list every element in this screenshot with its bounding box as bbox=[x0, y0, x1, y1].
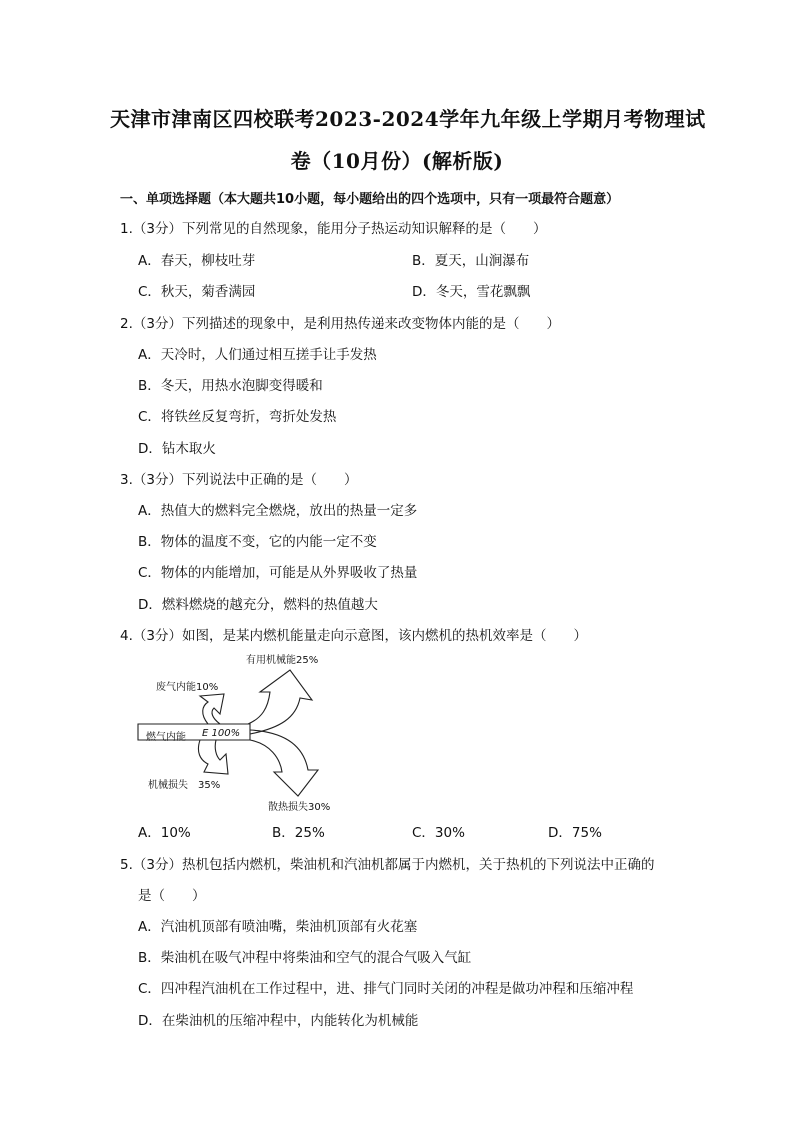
label-fuel-energy-value: E 100% bbox=[202, 728, 241, 739]
question-1-option-d: D．冬天，雪花飘飘 bbox=[412, 284, 531, 300]
exam-title-line-1: 天津市津南区四校联考2023-2024学年九年级上学期月考物理试 bbox=[110, 107, 706, 131]
question-1-stem: 1.（3分）下列常见的自然现象，能用分子热运动知识解释的是（ ） bbox=[120, 221, 547, 237]
label-useful-energy: 有用机械能25% bbox=[246, 655, 319, 666]
question-2-stem: 2.（3分）下列描述的现象中，是利用热传递来改变物体内能的是（ ） bbox=[120, 316, 560, 332]
question-4-option-a: A．10% bbox=[138, 825, 191, 841]
section-heading: 一、单项选择题（本大题共10小题，每小题给出的四个选项中，只有一项最符合题意） bbox=[120, 192, 620, 207]
question-4-option-d: D．75% bbox=[548, 825, 602, 841]
question-5-stem-line-2: 是（ ） bbox=[138, 888, 206, 904]
question-4-stem: 4.（3分）如图，是某内燃机能量走向示意图，该内燃机的热机效率是（ ） bbox=[120, 628, 587, 644]
question-4-option-b: B．25% bbox=[272, 825, 325, 841]
question-2-option-b: B．冬天，用热水泡脚变得暖和 bbox=[138, 378, 323, 394]
question-2-option-c: C．将铁丝反复弯折，弯折处发热 bbox=[138, 409, 337, 425]
question-5-option-d: D．在柴油机的压缩冲程中，内能转化为机械能 bbox=[138, 1013, 419, 1029]
question-5-option-a: A．汽油机顶部有喷油嘴，柴油机顶部有火花塞 bbox=[138, 919, 418, 935]
question-1-option-c: C．秋天，菊香满园 bbox=[138, 284, 256, 300]
label-fuel-energy: 燃气内能 bbox=[146, 732, 186, 743]
question-3-option-a: A．热值大的燃料完全燃烧，放出的热量一定多 bbox=[138, 503, 418, 519]
question-2-option-a: A．天冷时，人们通过相互搓手让手发热 bbox=[138, 347, 377, 363]
question-3-option-b: B．物体的温度不变，它的内能一定不变 bbox=[138, 534, 377, 550]
question-3-option-c: C．物体的内能增加，可能是从外界吸收了热量 bbox=[138, 565, 418, 581]
question-5-option-b: B．柴油机在吸气冲程中将柴油和空气的混合气吸入气缸 bbox=[138, 950, 472, 966]
label-mechanical-loss: 机械损失 35% bbox=[148, 780, 221, 791]
question-2-option-d: D．钻木取火 bbox=[138, 441, 216, 457]
label-exhaust-energy: 废气内能10% bbox=[156, 682, 219, 693]
question-3-stem: 3.（3分）下列说法中正确的是（ ） bbox=[120, 472, 358, 488]
question-1-option-a: A．春天，柳枝吐芽 bbox=[138, 253, 256, 269]
question-3-option-d: D．燃料燃烧的越充分，燃料的热值越大 bbox=[138, 597, 378, 613]
question-5-option-c: C．四冲程汽油机在工作过程中，进、排气门同时关闭的冲程是做功冲程和压缩冲程 bbox=[138, 981, 634, 997]
question-1-option-b: B．夏天，山涧瀑布 bbox=[412, 253, 530, 269]
energy-flow-diagram bbox=[130, 648, 350, 818]
question-5-stem-line-1: 5.（3分）热机包括内燃机，柴油机和汽油机都属于内燃机，关于热机的下列说法中正确的 bbox=[120, 857, 655, 873]
exam-title-line-2: 卷（10月份）(解析版) bbox=[290, 149, 504, 173]
label-heat-loss: 散热损失30% bbox=[268, 802, 331, 813]
question-4-option-c: C．30% bbox=[412, 825, 465, 841]
